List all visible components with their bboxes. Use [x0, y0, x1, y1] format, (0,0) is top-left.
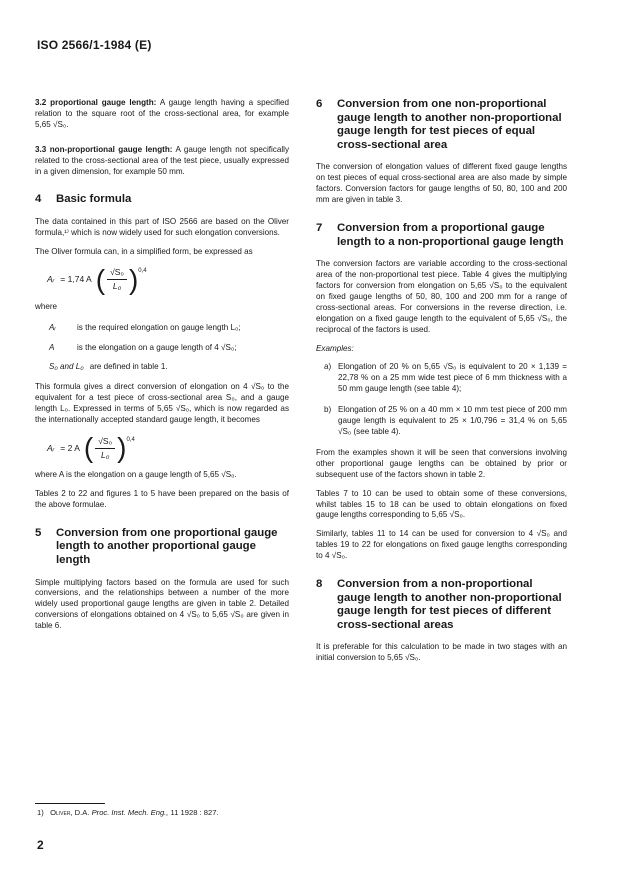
formula-1-exponent: 0,4	[138, 268, 147, 275]
definition-3-2	[35, 98, 289, 131]
example-label: b)	[324, 405, 332, 415]
symbol-item	[49, 323, 289, 334]
symbol-list	[49, 323, 289, 374]
symbol-item-text: is the elongation on a gauge length of 4 √S₀;	[77, 342, 237, 352]
symbol-item	[49, 362, 289, 373]
page-number: 2	[37, 838, 44, 852]
definition-3-3-term: non-proportional gauge length:	[49, 144, 173, 154]
example-item	[316, 362, 567, 395]
formula-2-numerator: √S₀	[95, 436, 115, 449]
section-7-heading	[316, 222, 567, 249]
example-text: Elongation of 20 % on 5,65 √S₀ is equivalent to 20 × 1,139 = 22,78 % on a 25 mm wide test piece of 6 mm thickness with a 50 mm gauge length (see table 4);	[338, 362, 567, 394]
section-7-number: 7	[316, 222, 323, 234]
section-6-paragraph-1: The conversion of elongation values of different fixed gauge lengths on test pieces of equal cross-sectional area are also made by simple factors. Conversion factors for gauge lengths of 50, 80, 100 and 200 mm are given in table 3.	[316, 162, 567, 205]
section-4-number: 4	[35, 193, 42, 206]
formula-2-open-paren: (	[83, 432, 94, 463]
section-4-paragraph-1: The data contained in this part of ISO 2566 are based on the Oliver formula,¹⁾ which is now widely used for such elongation conversions.	[35, 217, 289, 237]
where-label: where	[35, 301, 58, 311]
example-text: Elongation of 25 % on a 40 mm × 10 mm test piece of 200 mm gauge length is equivalent to 25 × 1/0,796 = 31,4 % on 5,65 √S₀ (see table 4).	[338, 405, 567, 436]
formula-1-lhs: Aᵣ	[47, 274, 55, 285]
definition-3-3	[35, 145, 289, 178]
footnote-rule	[35, 803, 105, 804]
section-7-paragraph-3: Tables 7 to 10 can be used to obtain some of these conversions, whilst tables 15 to 18 can be used to obtain elongations on fixed gauge lengths corresponding to 5,65 √S₀.	[316, 488, 567, 520]
oliver-formula-1	[47, 263, 289, 295]
section-6-heading	[316, 98, 567, 152]
formula-2-fraction	[95, 436, 115, 461]
formula-1-open-paren: (	[95, 263, 106, 295]
section-8-number: 8	[316, 578, 323, 591]
symbol-item-symbol: S₀ and L₀	[49, 362, 84, 372]
formula-1-denominator: L₀	[112, 281, 122, 292]
footnote-journal: Proc. Inst. Mech. Eng.,	[91, 808, 169, 817]
formula-2-denominator: L₀	[101, 449, 110, 460]
formula-1-numerator: √S₀	[107, 267, 127, 280]
section-5-title: Conversion from one proportional gauge length to another proportional gauge length	[56, 526, 278, 566]
symbol-item-text: are defined in table 1.	[89, 362, 168, 372]
formula-2-exponent: 0,4	[126, 436, 135, 443]
section-7-paragraph-4: Similarly, tables 11 to 14 can be used for conversion to 4 √S₀ and tables 19 to 22 for elongations on fixed gauge lengths corresponding to 4 √S₀.	[316, 529, 567, 561]
symbol-item-symbol: Aᵣ	[49, 322, 56, 332]
definition-3-3-number: 3.3	[35, 144, 47, 154]
formula-2-eq: = 2 A	[60, 442, 80, 453]
symbol-item-text: is the required elongation on gauge length L₀;	[77, 322, 241, 332]
footnote-ref: 11 1928 : 827.	[170, 808, 219, 817]
document-header: ISO 2566/1-1984 (E)	[37, 38, 152, 52]
right-column	[316, 98, 567, 672]
section-4-heading	[35, 193, 289, 207]
left-column	[35, 98, 289, 640]
section-4-paragraph-5: Tables 2 to 22 and figures 1 to 5 have been prepared on the basis of the above formulae.	[35, 488, 289, 509]
footnote-author: Oliver, D.A.	[50, 808, 90, 817]
section-4-title: Basic formula	[56, 193, 132, 206]
definition-3-2-number: 3.2	[35, 98, 47, 107]
symbol-item	[49, 343, 289, 354]
section-4-paragraph-4: where A is the elongation on a gauge length of 5,65 √S₀.	[35, 470, 237, 479]
examples-label: Examples:	[316, 343, 354, 353]
footnote	[37, 808, 219, 817]
oliver-formula-2	[47, 434, 289, 462]
section-8-heading	[316, 578, 567, 632]
section-6-number: 6	[316, 98, 323, 110]
section-5-number: 5	[35, 526, 42, 539]
section-4-paragraph-2: The Oliver formula can, in a simplified form, be expressed as	[35, 246, 253, 256]
section-7-paragraph-2: From the examples shown it will be seen that conversions involving other proportional gauge lengths can be obtained by prior or subsequent use of the factors shown in table 2.	[316, 447, 567, 479]
section-8-paragraph-1: It is preferable for this calculation to be made in two stages with an initial conversion to 5,65 √S₀.	[316, 642, 567, 663]
section-4-paragraph-3: This formula gives a direct conversion of elongation on 4 √S₀ to the equivalent for a test piece of cross-sectional area S₀, and a gauge length L₀. Expressed in terms of 5,65 √S₀, which is now regarded as the internationally accepted standard gauge length, it becomes	[35, 382, 289, 425]
definition-3-2-text: A gauge length having a specified relation to the square root of the cross-sectional area, for example 5,65 √S₀.	[35, 98, 289, 129]
section-6-title: Conversion from one non-proportional gauge length to another non-proportional gauge length for test pieces of equal cross-sectional area	[337, 98, 562, 151]
section-7-title: Conversion from a proportional gauge length to a non-proportional gauge length	[337, 222, 564, 248]
footnote-marker: 1)	[37, 808, 44, 817]
section-8-title: Conversion from a non-proportional gauge length to another non-proportional gauge length for test pieces of different cross-sectional areas	[337, 578, 562, 631]
example-item	[316, 405, 567, 438]
definition-3-3-text: A gauge length not specifically related to the cross-sectional area of the test piece, usually expressed in a given dimension, for example 50 mm.	[35, 144, 289, 176]
formula-2-lhs: Aᵣ	[47, 442, 55, 453]
formula-1-fraction	[107, 267, 127, 292]
section-7-paragraph-1: The conversion factors are variable according to the cross-sectional area of the non-proportional test piece. Table 4 gives the multiplying factors for conversion from elongation on 5,65 √S₀ to the equivalent on fixed gauge lengths of 50, 80, 100 and 200 mm for a range of cross-sectional areas. For conversions in the reverse direction, i.e. elongation on a fixed gauge length to the equivalent of 5,65 √S₀, the reciprocal of the factors is used.	[316, 259, 567, 334]
definition-3-2-term: proportional gauge length:	[50, 98, 157, 107]
formula-2-close-paren: )	[117, 432, 127, 463]
symbol-item-symbol: A	[49, 342, 55, 352]
formula-1-close-paren: )	[128, 263, 139, 295]
section-5-paragraph-1: Simple multiplying factors based on the formula are used for such conversions, and the relationships between a number of the more widely used proportional gauge lengths are given in table 2. Detailed conversions of elongations obtained on 4 √S₀ to 5,65 √S₀ are given in table 6.	[35, 577, 289, 631]
example-label: a)	[324, 362, 332, 372]
formula-1-eq: = 1,74 A	[60, 274, 92, 285]
section-5-heading	[35, 527, 289, 568]
